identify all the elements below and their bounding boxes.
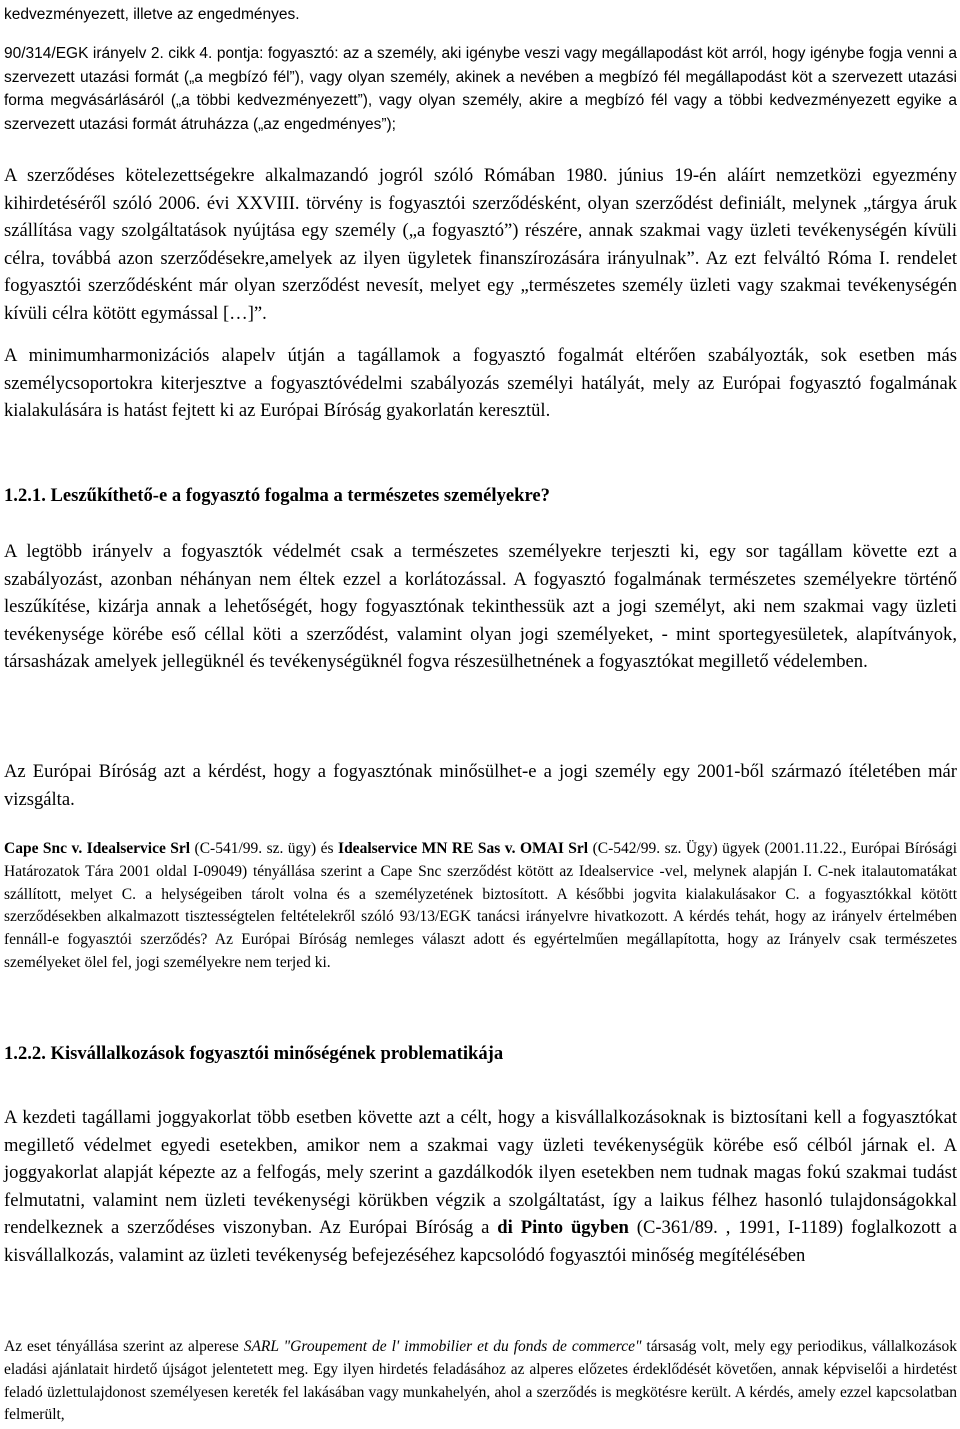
paragraph-top-fragment: kedvezményezett, illetve az engedményes. xyxy=(4,6,300,23)
case-text: (C-542/99. sz. Ügy) ügyek (2001.11.22., Európai Bírósági Határozatok Tára 2001 oldal I-09049) tényállása szerint a Cape Snc szerződést kötött az Idealservice -vel, melynek alapján I. C-nek italautomatákat szállított, melyet C. a helységeiben tárolt volna és a személyzetének biztosított. A későbbi jogvita kialakulásakor C. a fogyasztókkal kötött szerződésekben alkalmazott tisztességtelen feltételekről szóló 93/13/EGK tanácsi irányelvre hivatkozott. A kérdés tehát, hogy az irányelv értelmében fennáll-e fogyasztói szerződés? Az Európai Bíróság nemleges választ adott és egyértelműen megállapította, hogy az Irányelv csak természetes személyeket ölel fel, jogi személyekre nem terjed ki. xyxy=(4,840,958,971)
case-name-di-pinto: di Pinto ügyben xyxy=(497,1217,629,1238)
paragraph-rome-convention: A szerződéses kötelezettségekre alkalmazandó jogról szóló Rómában 1980. június 19-én aláírt nemzetközi egyezmény kihirdetéséről szóló 2006. évi XXVIII. törvény is fogyasztói szerződésként, olyan szerződést definiált, melynek „tárgya áruk szállítása vagy szolgáltatások nyújtása egy személy („a fogyasztó”) részére, annak szakmai vagy üzleti tevékenységén kívüli célra, továbbá azon szerződésekre,amelyek az ilyen ügyletek finanszírozására irányulnak”. Az ezt felváltó Róma I. rendelet fogyasztói szerződésként már olyan szerződést nevesít, melyet egy „természetes személy üzleti vagy szakmai tevékenységén kívüli célra kötött egymással […]”. xyxy=(4,165,957,324)
paragraph-directive-definition: 90/314/EGK irányelv 2. cikk 4. pontja: fogyasztó: az a személy, aki igénybe veszi vagy megállapodást köt arról, hogy igénybe fogja venni a szervezett utazási formát („a megbízó fél”), vagy olyan személy, akinek a nevében a megbízó fél megállapodást köt a szervezett utazási forma megvásárlásáról („a többi kedvezményezett”), vagy olyan személy, akire a megbízó fél vagy a többi kedvezményezett egyike a szervezett utazási formát átruházza („az engedményes”); xyxy=(4,45,957,133)
paragraph-text: társaság volt, mely egy periodikus, vállalkozások eladási ajánlatait hirdető újságot jelentetett meg. Egy ilyen hirdetés feladásához az alperes előzetes érdeklődését követően, annak képviselői a hirdetést feladó üzlettulajdonost személyesen kereték fel lakásában vagy munkahelyén, ahol a szerződés is megkötésre került. A kérdés, amely ezzel kapcsolatban felmerült, xyxy=(4,1338,957,1424)
paragraph-cape-case xyxy=(4,838,957,975)
paragraph-text: (C-361/89. , 1991, I-1189) foglalkozott a kisvállalkozás, valamint az üzleti tevékenység befejezéséhez kapcsolódó fogyasztói minőség megítélésében xyxy=(4,1217,958,1266)
heading-section-1-2-2: 1.2.2. Kisvállalkozások fogyasztói minőségének problematikája xyxy=(4,1043,504,1064)
paragraph-initial-practice xyxy=(4,1104,957,1269)
paragraph-text: A kezdeti tagállami joggyakorlat több esetben követte azt a célt, hogy a kisvállalkozásoknak is biztosítani kell a fogyasztókat megillető védelmet egyedi esetekben, amikor nem a szakmai vagy üzleti tevékenységük körébe eső célból járnak el. A joggyakorlat alapját képezte az a felfogás, mely szerint a gazdálkodók ilyen esetekben nem tudnak magas fokú szakmai tudást felmutatni, valamint nem üzleti tevékenységi körükben végzik a szolgáltatást, így a laikus félhez hasonló tulajdonságokkal rendelkeznek a szerződéses viszonyban. Az Európai Bíróság a xyxy=(4,1107,957,1238)
case-name-idealservice: Idealservice MN RE Sas v. OMAI Srl xyxy=(338,840,589,857)
paragraph-text: Az eset tényállása szerint az alperese xyxy=(4,1338,244,1355)
company-name: SARL "Groupement de l' immobilier et du fonds de commerce" xyxy=(243,1338,642,1355)
paragraph-minimum-harmonisation: A minimumharmonizációs alapelv útján a tagállamok a fogyasztó fogalmát eltérően szabályozták, sok esetben más személycsoportokra kiterjesztve a fogyasztóvédelmi szabályozás személyi hatályát, mely az Európai fogyasztó fogalmának kialakulására is hatást fejtett ki az Európai Bíróság gyakorlatán keresztül. xyxy=(4,345,957,421)
case-name-cape: Cape Snc v. Idealservice Srl xyxy=(4,840,191,857)
paragraph-most-directives: A legtöbb irányelv a fogyasztók védelmét csak a természetes személyekre terjeszti ki, egy sor tagállam követte ezt a szabályozást, azonban néhányan nem éltek ezzel a korlátozással. A fogyasztó fogalmának természetes személyekre történő leszűkítése, kizárja annak a lehetőségét, hogy fogyasztónak tekinthessük azt a jogi személyt, aki nem szakmai vagy üzleti tevékenysége körébe eső céllal köti a szerződést, valamint olyan jogi személyeket, - mint sportegyesületek, alapítványok, társasházak amelyek jellegüknél és tevékenységüknél fogva részesülhetnének a fogyasztókat megillető védelemben. xyxy=(4,541,957,672)
paragraph-case-facts xyxy=(4,1336,957,1427)
heading-section-1-2-1: 1.2.1. Leszűkíthető-e a fogyasztó fogalma a természetes személyekre? xyxy=(4,485,550,506)
paragraph-court-question: Az Európai Bíróság azt a kérdést, hogy a fogyasztónak minősülhet-e a jogi személy egy 2001-ből származó ítéletében már vizsgálta. xyxy=(4,761,957,810)
case-text: (C-541/99. sz. ügy) és xyxy=(190,840,339,857)
